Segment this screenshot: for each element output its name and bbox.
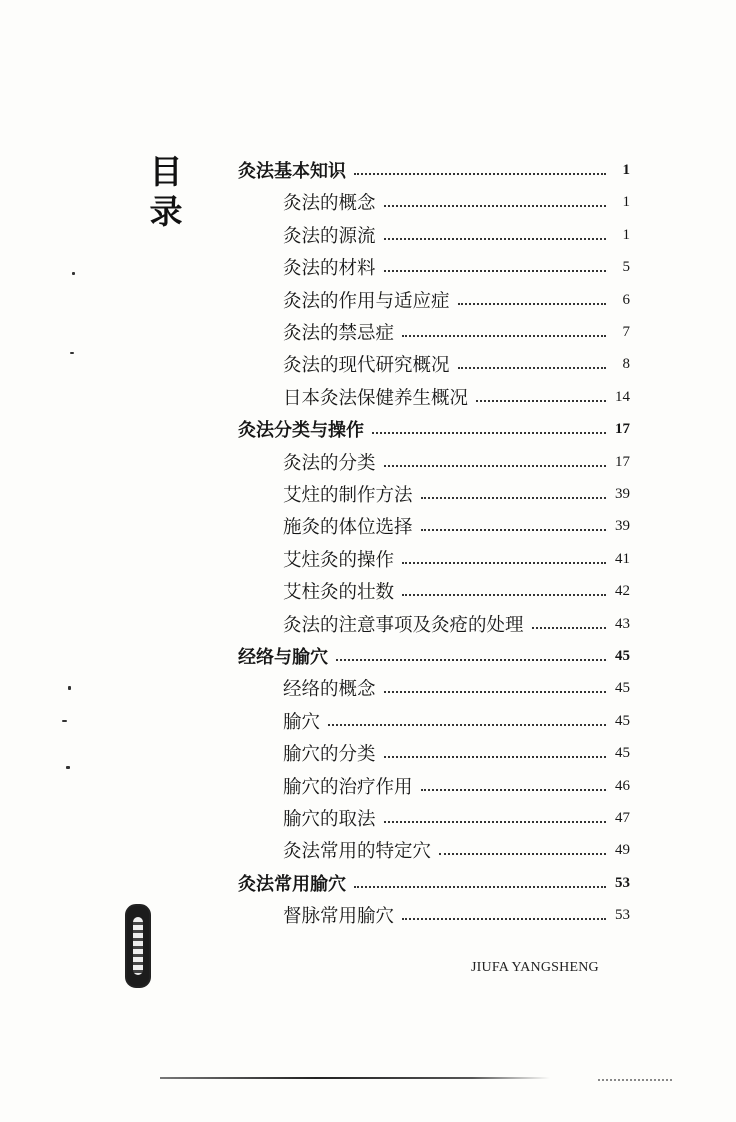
toc-heading-char-2: 录 xyxy=(149,192,183,231)
scan-speck xyxy=(62,720,67,722)
toc-entry-page: 45 xyxy=(615,647,630,664)
toc-entry-title: 经络与腧穴 xyxy=(238,647,328,668)
toc-entry-title: 灸法的禁忌症 xyxy=(283,323,395,344)
toc-entry-page: 5 xyxy=(622,258,630,275)
scan-speck xyxy=(66,766,70,769)
dot-leader xyxy=(421,788,606,791)
toc-entry-title: 艾炷的制作方法 xyxy=(283,485,413,506)
toc-entry-page: 45 xyxy=(615,679,630,696)
toc-entry-page: 53 xyxy=(615,874,630,891)
dot-leader xyxy=(354,172,606,175)
toc-entry xyxy=(283,544,630,574)
toc-entry xyxy=(283,382,630,412)
toc-entry xyxy=(283,447,630,477)
toc-entry-page: 45 xyxy=(615,744,630,761)
dot-leader xyxy=(384,204,606,207)
toc-entry-page: 39 xyxy=(615,517,630,534)
toc-entry-title: 灸法分类与操作 xyxy=(238,420,364,441)
toc-entry-page: 1 xyxy=(622,226,630,243)
toc-entry xyxy=(283,803,630,833)
toc-entry-title: 艾柱灸的壮数 xyxy=(283,582,395,603)
scan-speck xyxy=(70,352,74,354)
dot-leader xyxy=(402,593,606,596)
toc-entry xyxy=(283,285,630,315)
dot-leader xyxy=(421,528,606,531)
scan-speck xyxy=(68,686,71,690)
bottom-rule-dotted xyxy=(598,1077,672,1081)
dot-leader xyxy=(439,852,606,855)
toc-heading-char-1: 目 xyxy=(149,152,183,191)
toc-entry-title: 腧穴的取法 xyxy=(283,809,376,830)
toc-entry-title: 灸法的概念 xyxy=(283,193,376,214)
toc-entry xyxy=(283,835,630,865)
toc-entry-title: 灸法的现代研究概况 xyxy=(283,355,450,376)
toc-entry xyxy=(283,187,630,217)
toc-entry xyxy=(283,900,630,930)
toc-entry xyxy=(283,609,630,639)
dot-leader xyxy=(402,917,606,920)
toc-entry-page: 8 xyxy=(622,355,630,372)
toc-entry-page: 43 xyxy=(615,615,630,632)
toc-entry xyxy=(283,706,630,736)
scan-speck xyxy=(72,272,75,275)
toc-entry-title: 灸法常用腧穴 xyxy=(238,874,346,895)
dot-leader xyxy=(458,302,606,305)
toc-entry-title: 灸法的源流 xyxy=(283,226,376,247)
toc-section-entry xyxy=(238,414,630,444)
toc-entry xyxy=(283,771,630,801)
dot-leader xyxy=(402,334,606,337)
toc-entry-title: 灸法基本知识 xyxy=(238,161,346,182)
toc-entry-page: 6 xyxy=(622,291,630,308)
dot-leader xyxy=(384,820,606,823)
toc-entry-page: 39 xyxy=(615,485,630,502)
toc-entry-page: 53 xyxy=(615,906,630,923)
toc-entry-title: 督脉常用腧穴 xyxy=(283,906,395,927)
toc-section-entry xyxy=(238,641,630,671)
toc-entry-page: 45 xyxy=(615,712,630,729)
dot-leader xyxy=(476,399,606,402)
toc-entry-title: 灸法的注意事项及灸疮的处理 xyxy=(283,615,524,636)
running-title: JIUFA YANGSHENG xyxy=(471,960,599,975)
toc-entry-page: 42 xyxy=(615,582,630,599)
toc-entry-page: 46 xyxy=(615,777,630,794)
toc-entry-title: 灸法常用的特定穴 xyxy=(283,841,432,862)
toc-entry xyxy=(283,738,630,768)
toc-entry xyxy=(283,479,630,509)
toc-entry-title: 施灸的体位选择 xyxy=(283,517,413,538)
toc-entry-title: 灸法的材料 xyxy=(283,258,376,279)
dot-leader xyxy=(328,723,606,726)
toc-entry-title: 艾炷灸的操作 xyxy=(283,550,395,571)
bottom-rule xyxy=(160,1077,550,1079)
toc-entry-page: 14 xyxy=(615,388,630,405)
dot-leader xyxy=(384,269,606,272)
dot-leader xyxy=(458,366,606,369)
toc-entry xyxy=(283,220,630,250)
toc-entry-page: 7 xyxy=(622,323,630,340)
dot-leader xyxy=(384,464,606,467)
toc-entry xyxy=(283,673,630,703)
dot-leader xyxy=(372,431,606,434)
toc-entry-title: 腧穴的治疗作用 xyxy=(283,777,413,798)
toc-section-entry xyxy=(238,868,630,898)
toc-entry-page: 17 xyxy=(615,420,630,437)
toc-entry xyxy=(283,317,630,347)
toc-entry-title: 腧穴的分类 xyxy=(283,744,376,765)
toc-entry xyxy=(283,349,630,379)
dot-leader xyxy=(336,658,606,661)
dot-leader xyxy=(402,561,606,564)
toc-entry-title: 灸法的作用与适应症 xyxy=(283,291,450,312)
dot-leader xyxy=(384,690,606,693)
dot-leader xyxy=(421,496,606,499)
toc-entry xyxy=(283,576,630,606)
toc-section-entry xyxy=(238,155,630,185)
dot-leader xyxy=(384,237,606,240)
toc-entry-title: 灸法的分类 xyxy=(283,453,376,474)
toc-entry-page: 41 xyxy=(615,550,630,567)
toc-entry xyxy=(283,511,630,541)
toc-entry-title: 日本灸法保健养生概况 xyxy=(283,388,469,409)
series-emblem-icon xyxy=(125,904,151,988)
dot-leader xyxy=(532,626,606,629)
toc-entry-title: 腧穴 xyxy=(283,712,321,733)
toc-entry-page: 49 xyxy=(615,841,630,858)
toc-entry-page: 17 xyxy=(615,453,630,470)
dot-leader xyxy=(384,755,606,758)
dot-leader xyxy=(354,885,606,888)
toc-entry xyxy=(283,252,630,282)
toc-heading xyxy=(146,152,186,232)
toc-entry-page: 47 xyxy=(615,809,630,826)
toc-entry-page: 1 xyxy=(622,193,630,210)
toc-entry-page: 1 xyxy=(622,161,630,178)
toc-entry-title: 经络的概念 xyxy=(283,679,376,700)
